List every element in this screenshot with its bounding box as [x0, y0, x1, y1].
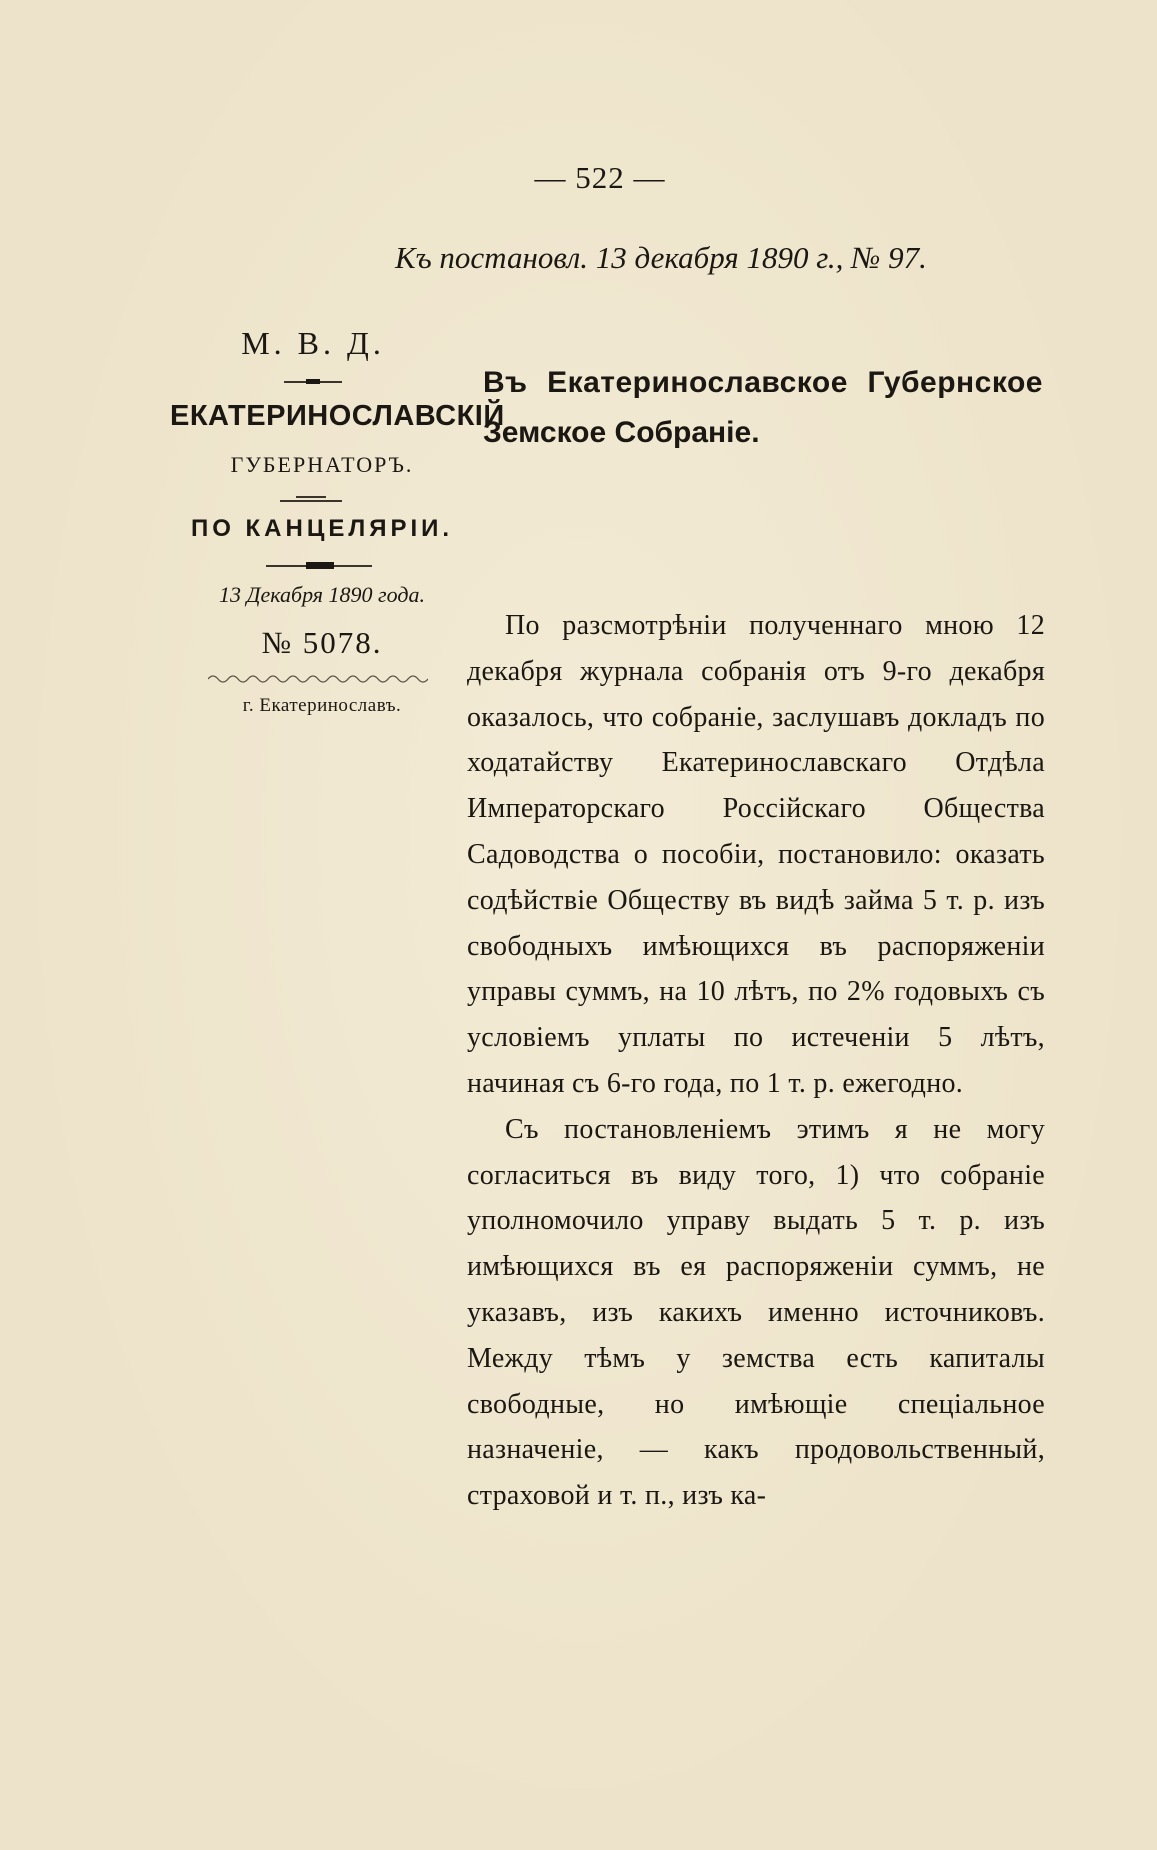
ministry-abbreviation: М. В. Д.	[241, 325, 385, 361]
letter-body	[467, 603, 1045, 1519]
letter-date: 13 Декабря 1890 года.	[219, 582, 425, 607]
body-paragraph: По разсмотрѣніи полученнаго мною 12 декабря журнала собранія отъ 9-го декабря оказалось, что собраніе, заслушавъ докладъ по ходатайству Екатеринославскаго Отдѣла Императорскаго Россійскаго Общества Садоводства о пособіи, постановило: оказать содѣйствіе Обществу въ видѣ займа 5 т. р. изъ свободныхъ имѣющихся въ распоряженіи управы суммъ, на 10 лѣтъ, по 2% годовыхъ съ условіемъ уплаты по истеченіи 5 лѣтъ, начиная съ 6-го года, по 1 т. р. ежегодно.	[467, 610, 1045, 1099]
letter-number: № 5078.	[261, 625, 383, 660]
letter-city: г. Екатеринославъ.	[242, 695, 402, 716]
addressee	[483, 358, 1043, 458]
addressee-line2: Земское Собраніе.	[483, 416, 760, 449]
ornamental-divider	[280, 500, 342, 502]
addressee-line1: Въ Екатеринославское Губернское	[483, 366, 1043, 399]
page-number: — 522 —	[534, 160, 666, 195]
body-paragraph: Съ постановленіемъ этимъ я не могу согласиться въ виду того, 1) что собраніе уполномочило управу выдать 5 т. р. изъ имѣющихся въ ея распоряженіи суммъ, не указавъ, изъ какихъ именно источниковъ. Между тѣмъ у земства есть капиталы свободные, но имѣющіе спеціальное назначеніе, — какъ продовольственный, страховой и т. п., изъ ка-	[467, 1113, 1045, 1512]
chancery-label: ПО КАНЦЕЛЯРІИ.	[190, 515, 454, 542]
resolution-reference: Къ постановл. 13 декабря 1890 г., № 97.	[395, 240, 927, 275]
governor-title-line2: ГУБЕРНАТОРЪ.	[230, 452, 414, 477]
ornamental-divider	[284, 381, 342, 383]
ornamental-divider	[266, 565, 372, 567]
wavy-divider	[208, 672, 428, 686]
governor-title-line1: ЕКАТЕРИНОСЛАВСКІЙ	[170, 400, 505, 432]
